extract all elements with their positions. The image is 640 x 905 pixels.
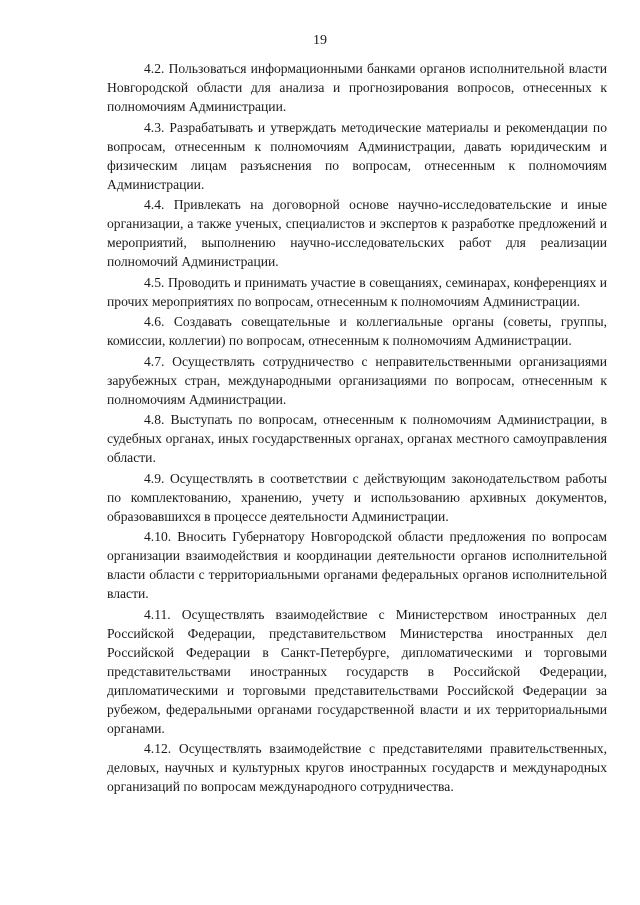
paragraph-4-4: 4.4. Привлекать на договорной основе научно-исследовательские и иные организации, а также ученых, специалистов и экспертов к разработке предложений и мероприятий, выполнению научно-исследовательских работ для реализации полномочий Администрации.	[107, 197, 607, 269]
document-body	[107, 59, 607, 798]
page-number: 19	[313, 33, 327, 48]
paragraph-4-9: 4.9. Осуществлять в соответствии с действующим законодательством работы по комплектованию, хранению, учету и использованию архивных документов, образовавшихся в процессе деятельности Администрации.	[107, 470, 607, 524]
paragraph-4-5: 4.5. Проводить и принимать участие в совещаниях, семинарах, конференциях и прочих мероприятиях по вопросам, отнесенным к полномочиям Администрации.	[107, 274, 607, 309]
paragraph-4-8: 4.8. Выступать по вопросам, отнесенным к полномочиям Администрации, в судебных органах, иных государственных органах, органах местного самоуправления области.	[107, 412, 607, 465]
paragraph-4-7: 4.7. Осуществлять сотрудничество с неправительственными организациями зарубежных стран, международными организациями по вопросам, отнесенным к полномочиям Администрации.	[107, 353, 607, 407]
paragraph-4-2: 4.2. Пользоваться информационными банками органов исполнительной власти Новгородской области для анализа и прогнозирования вопросов, отнесенных к полномочиям Администрации.	[107, 61, 607, 114]
paragraph-4-6: 4.6. Создавать совещательные и коллегиальные органы (советы, группы, комиссии, коллегии) по вопросам, отнесенным к полномочиям Администрации.	[107, 314, 607, 348]
paragraph-4-12: 4.12. Осуществлять взаимодействие с представителями правительственных, деловых, научных и культурных кругов иностранных государств и международных организаций по вопросам международного сотрудничества.	[107, 741, 607, 794]
paragraph-4-3: 4.3. Разрабатывать и утверждать методические материалы и рекомендации по вопросам, отнесенным к полномочиям Администрации, давать юридическим и физическим лицам разъяснения по вопросам, отнесенным к полномочиям Администрации.	[107, 119, 607, 192]
paragraph-4-11: 4.11. Осуществлять взаимодействие с Министерством иностранных дел Российской Федерации, представительством Министерства иностранных дел Российской Федерации в Санкт-Петербурге, дипломатическими и торговыми представительствами иностранных государств в Российской Федерации, дипломатическими и торговыми представительствами Российской Федерации за рубежом, федеральными органами государственной власти и их территориальными органами.	[107, 606, 607, 736]
paragraph-4-10: 4.10. Вносить Губернатору Новгородской области предложения по вопросам организации взаимодействия и координации деятельности органов исполнительной власти области с территориальными органами федеральных органов исполнительной власти.	[107, 529, 607, 601]
